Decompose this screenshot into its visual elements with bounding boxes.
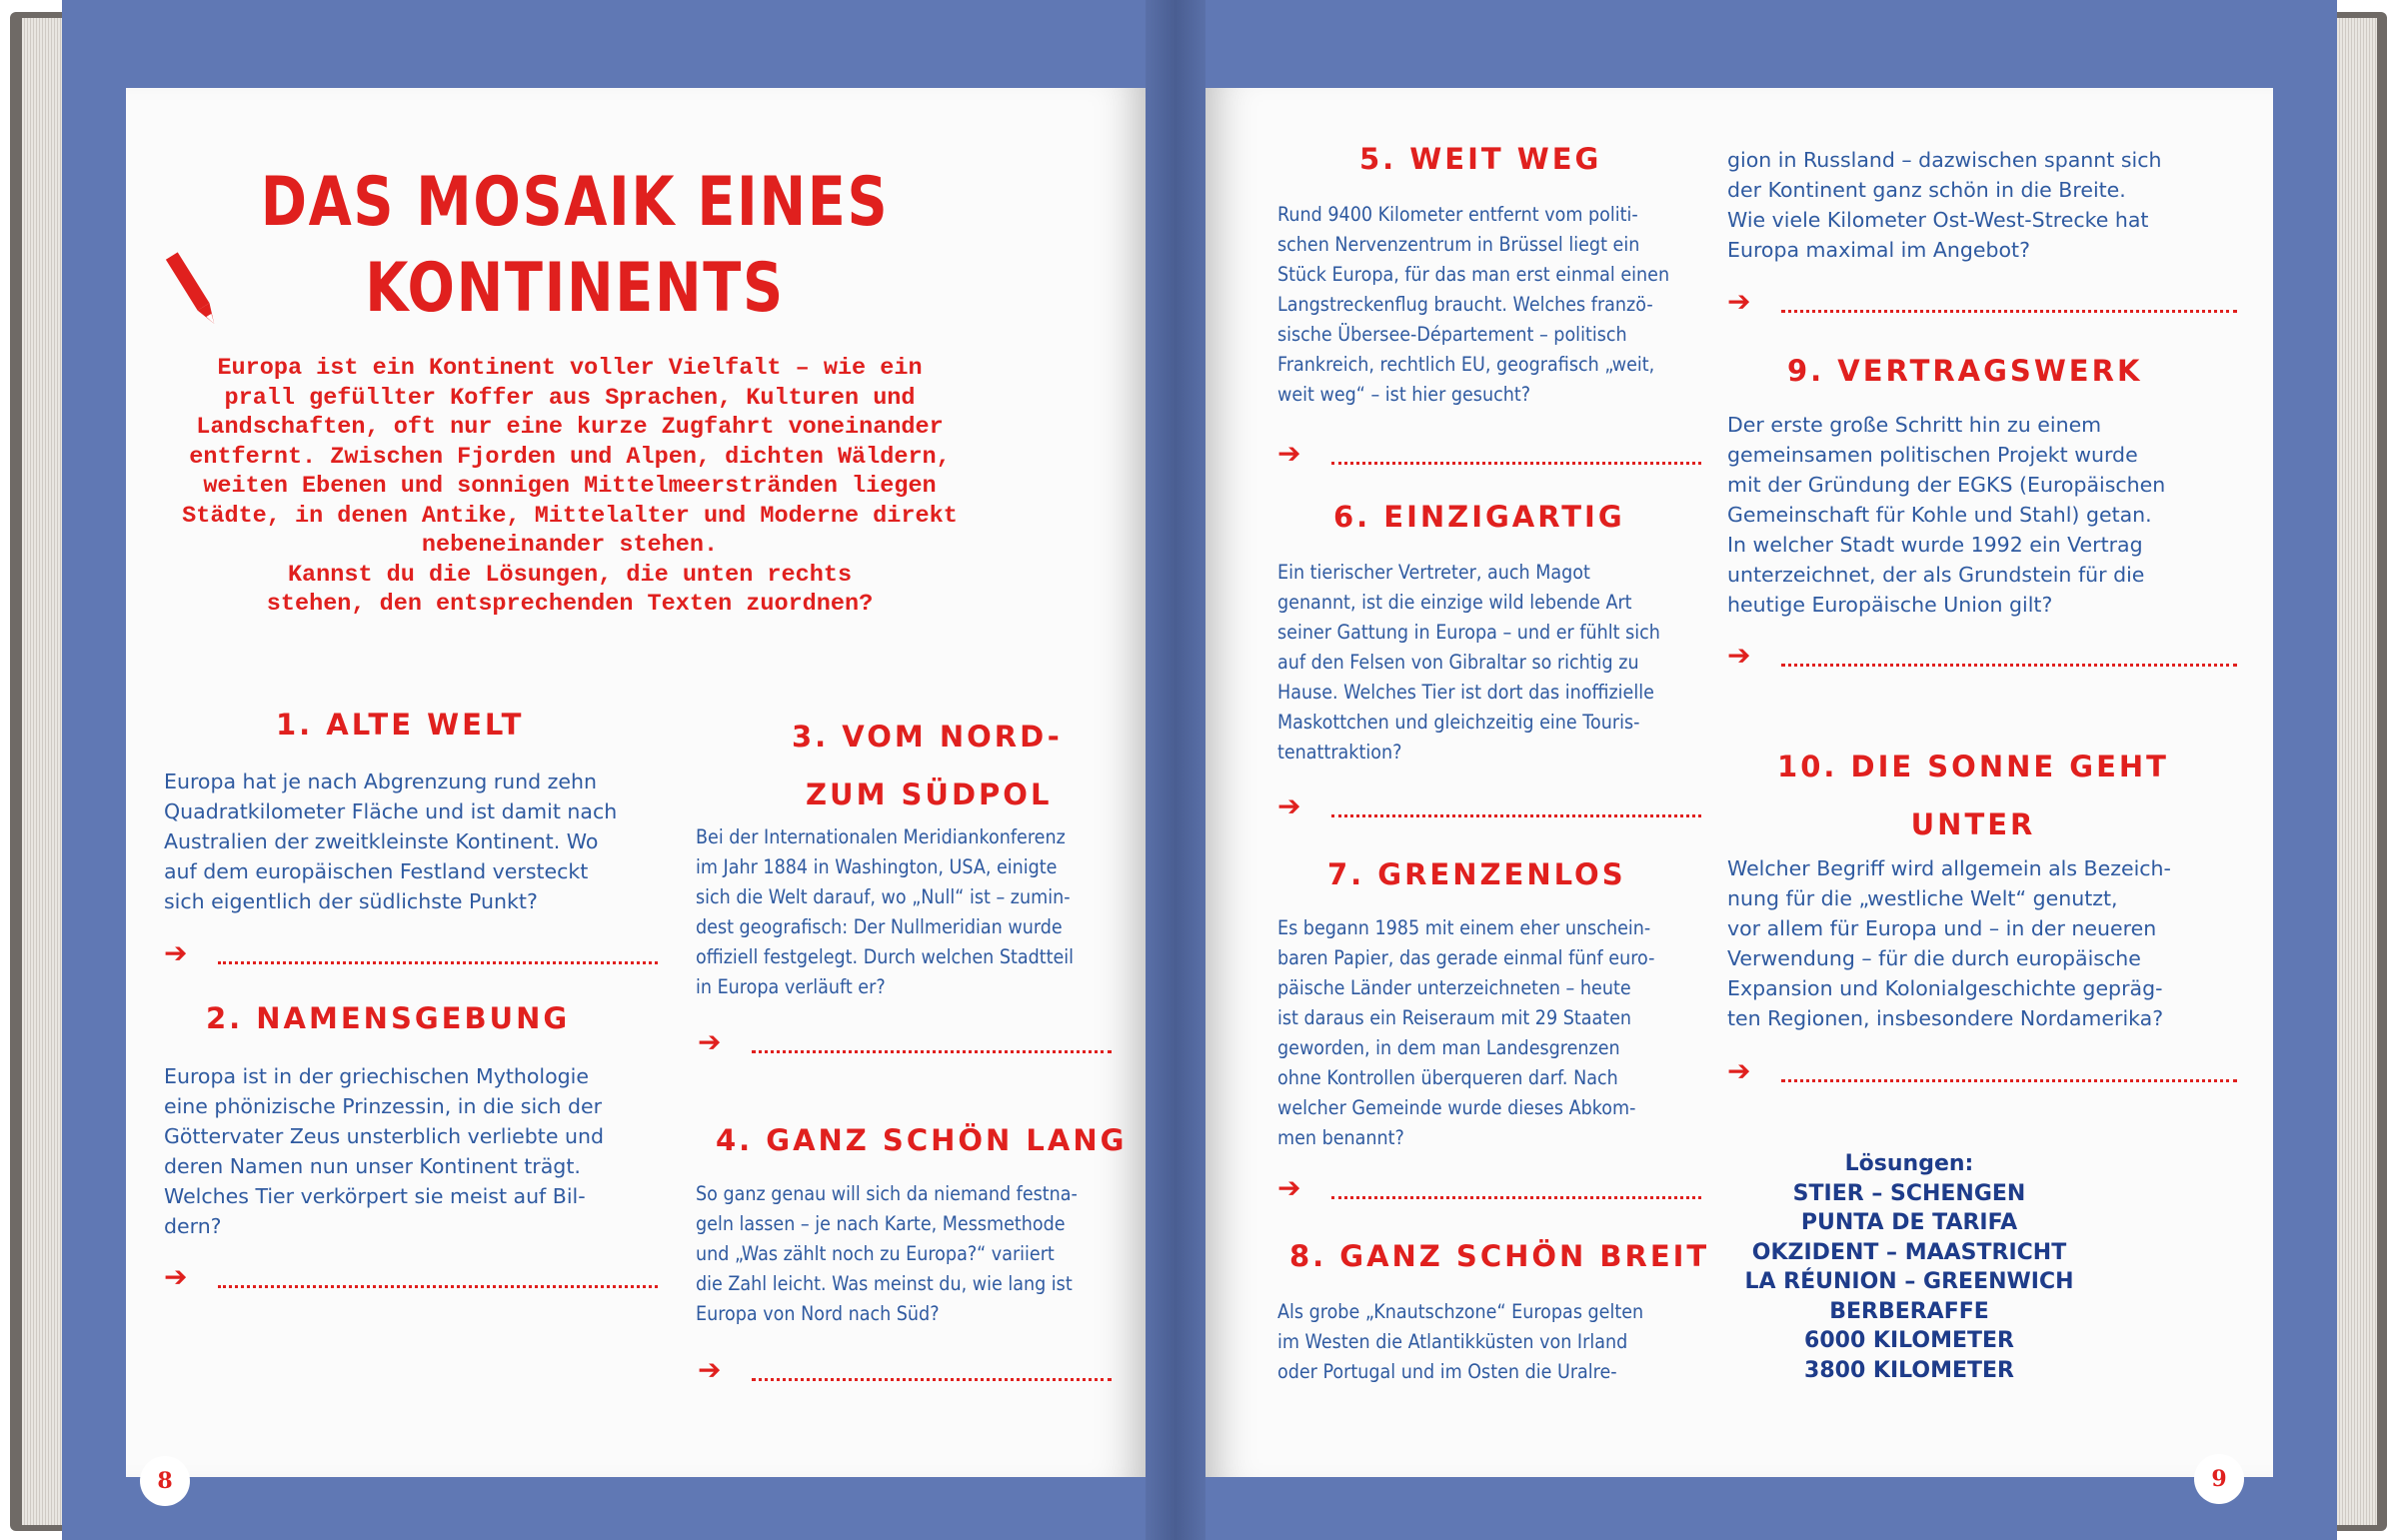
question-10-answer-line[interactable] xyxy=(1727,1054,2247,1087)
pencil-icon xyxy=(162,248,224,332)
book-gutter xyxy=(1146,0,1205,1540)
text-line: Verwendung – für die durch europäische xyxy=(1727,946,2141,970)
arrow-icon: ➔ xyxy=(164,936,188,969)
question-7-text xyxy=(1277,913,1727,1153)
text-line: seiner Gattung in Europa – und er fühlt sich xyxy=(1277,621,1660,644)
question-6-heading: 6. EINZIGARTIG xyxy=(1333,500,1625,534)
solution-line: LA RÉUNION – GREENWICH xyxy=(1744,1269,2074,1294)
heading-line: 10. DIE SONNE GEHT xyxy=(1777,750,2169,783)
text-line: Expansion und Kolonialgeschichte gepräg- xyxy=(1727,976,2163,1000)
text-line: weit weg“ – ist hier gesucht? xyxy=(1277,383,1531,406)
question-6-text xyxy=(1277,558,1727,768)
text-line: men benannt? xyxy=(1277,1126,1404,1149)
answer-dotted-line xyxy=(752,1378,1112,1381)
question-1-heading: 1. ALTE WELT xyxy=(276,708,525,742)
text-line: Quadratkilometer Fläche und ist damit nach xyxy=(164,799,618,823)
text-line: Europa von Nord nach Süd? xyxy=(696,1302,940,1325)
text-line: genannt, ist die einzige wild lebende Art xyxy=(1277,591,1632,614)
question-9-answer-line[interactable] xyxy=(1727,639,2247,672)
solution-line: BERBERAFFE xyxy=(1829,1298,1989,1324)
solutions-label: Lösungen: xyxy=(1844,1151,1974,1176)
text-line: Bei der Internationalen Meridiankonferenz xyxy=(696,825,1066,848)
answer-dotted-line xyxy=(1781,310,2237,313)
solution-line: PUNTA DE TARIFA xyxy=(1800,1210,2018,1235)
heading-line: ZUM SÜDPOL xyxy=(806,777,1053,811)
text-line: sich eigentlich der südlichste Punkt? xyxy=(164,889,538,913)
text-line: Gemeinschaft für Kohle und Stahl) getan. xyxy=(1727,503,2152,527)
arrow-icon: ➔ xyxy=(1277,789,1301,822)
arrow-icon: ➔ xyxy=(698,1025,722,1058)
text-line: Europa maximal im Angebot? xyxy=(1727,238,2030,262)
text-line: Stück Europa, für das man erst einmal einen xyxy=(1277,263,1670,286)
text-line: So ganz genau will sich da niemand festna- xyxy=(696,1182,1078,1205)
text-line: tenattraktion? xyxy=(1277,741,1402,764)
question-8-answer-line[interactable] xyxy=(1727,285,2247,318)
text-line: im Westen die Atlantikküsten von Irland xyxy=(1277,1330,1628,1353)
answer-dotted-line xyxy=(1781,664,2237,667)
question-9-text xyxy=(1727,410,2247,620)
question-2-answer-line[interactable] xyxy=(164,1260,664,1293)
text-line: gemeinsamen politischen Projekt wurde xyxy=(1727,443,2138,467)
text-line: Langstreckenflug braucht. Welches franzö- xyxy=(1277,293,1653,316)
text-line: In welcher Stadt wurde 1992 ein Vertrag xyxy=(1727,533,2143,557)
text-line: sische Übersee-Département – politisch xyxy=(1277,323,1627,346)
intro-line: Kannst du die Lösungen, die unten rechts xyxy=(287,561,853,589)
question-7-answer-line[interactable] xyxy=(1277,1171,1697,1204)
title-line: DAS MOSAIK EINES xyxy=(260,163,890,242)
text-line: welcher Gemeinde wurde dieses Abkom- xyxy=(1277,1096,1636,1119)
text-line: schen Nervenzentrum in Brüssel liegt ein xyxy=(1277,233,1640,256)
question-2-heading: 2. NAMENSGEBUNG xyxy=(206,1001,571,1035)
text-line: Welcher Begriff wird allgemein als Bezeich- xyxy=(1727,856,2171,880)
text-line: päische Länder unterzeichneten – heute xyxy=(1277,976,1631,999)
text-line: geworden, in dem man Landesgrenzen xyxy=(1277,1036,1620,1059)
answer-dotted-line xyxy=(218,961,658,964)
page-number-left: 8 xyxy=(140,1456,190,1506)
text-line: Welches Tier verkörpert sie meist auf Bil- xyxy=(164,1184,586,1208)
answer-dotted-line xyxy=(1331,1196,1701,1199)
text-line: ohne Kontrollen überqueren darf. Nach xyxy=(1277,1066,1618,1089)
text-line: Göttervater Zeus unsterblich verliebte und xyxy=(164,1124,604,1148)
question-8-text xyxy=(1277,1297,1727,1387)
text-line: dern? xyxy=(164,1214,222,1238)
question-1-text xyxy=(164,767,684,916)
text-line: Europa hat je nach Abgrenzung rund zehn xyxy=(164,770,598,793)
text-line: vor allem für Europa und – in der neueren xyxy=(1727,916,2157,940)
text-line: Der erste große Schritt hin zu einem xyxy=(1727,413,2102,437)
text-line: Wie viele Kilometer Ost-West-Strecke hat xyxy=(1727,208,2149,232)
solution-line: OKZIDENT – MAASTRICHT xyxy=(1751,1239,2067,1265)
text-line: dest geografisch: Der Nullmeridian wurde xyxy=(696,915,1063,938)
text-line: ten Regionen, insbesondere Nordamerika? xyxy=(1727,1006,2164,1030)
text-line: Hause. Welches Tier ist dort das inoffizielle xyxy=(1277,681,1654,704)
text-line: mit der Gründung der EGKS (Europäischen xyxy=(1727,473,2166,497)
solution-line: 6000 KILOMETER xyxy=(1804,1328,2014,1353)
text-line: Europa ist in der griechischen Mythologie xyxy=(164,1064,589,1088)
text-line: eine phönizische Prinzessin, in die sich der xyxy=(164,1094,603,1118)
arrow-icon: ➔ xyxy=(1727,639,1751,672)
answer-dotted-line xyxy=(1331,814,1701,817)
question-8-text-continued xyxy=(1727,145,2247,265)
arrow-icon: ➔ xyxy=(1277,1171,1301,1204)
solution-line: 3800 KILOMETER xyxy=(1804,1357,2014,1383)
answer-dotted-line xyxy=(1331,462,1701,465)
intro-line: prall gefüllter Koffer aus Sprachen, Kulturen und xyxy=(224,384,916,412)
arrow-icon: ➔ xyxy=(1727,285,1751,318)
text-line: oder Portugal und im Osten die Uralre- xyxy=(1277,1360,1617,1383)
text-line: Maskottchen und gleichzeitig eine Touris- xyxy=(1277,711,1640,734)
text-line: Frankreich, rechtlich EU, geografisch „weit, xyxy=(1277,353,1655,376)
question-5-heading: 5. WEIT WEG xyxy=(1359,142,1602,176)
heading-line: UNTER xyxy=(1910,807,2036,841)
text-line: Ein tierischer Vertreter, auch Magot xyxy=(1277,561,1590,584)
question-4-text xyxy=(696,1179,1146,1329)
heading-line: 3. VOM NORD- xyxy=(792,720,1063,754)
question-4-answer-line[interactable] xyxy=(698,1353,1118,1386)
answer-dotted-line xyxy=(218,1285,658,1288)
question-8-heading: 8. GANZ SCHÖN BREIT xyxy=(1289,1239,1710,1273)
question-7-heading: 7. GRENZENLOS xyxy=(1327,857,1626,891)
text-line: und „Was zählt noch zu Europa?“ variiert xyxy=(696,1242,1055,1265)
question-3-answer-line[interactable] xyxy=(698,1025,1118,1058)
question-1-answer-line[interactable] xyxy=(164,936,664,969)
text-line: baren Papier, das gerade einmal fünf euro- xyxy=(1277,946,1655,969)
intro-line: nebeneinander stehen. xyxy=(421,532,719,559)
text-line: nung für die „westliche Welt“ genutzt, xyxy=(1727,886,2118,910)
intro-line: weiten Ebenen und sonnigen Mittelmeerstränden liegen xyxy=(203,473,937,500)
question-2-text xyxy=(164,1061,684,1241)
question-4-heading: 4. GANZ SCHÖN LANG xyxy=(716,1123,1128,1157)
page-number-right: 9 xyxy=(2194,1454,2244,1504)
arrow-icon: ➔ xyxy=(698,1353,722,1386)
answer-dotted-line xyxy=(1781,1079,2237,1082)
question-9-heading: 9. VERTRAGSWERK xyxy=(1787,354,2143,388)
arrow-icon: ➔ xyxy=(1277,437,1301,470)
question-5-text xyxy=(1277,200,1727,410)
text-line: unterzeichnet, der als Grundstein für die xyxy=(1727,563,2145,587)
intro-line: Landschaften, oft nur eine kurze Zugfahrt voneinander xyxy=(196,414,944,441)
text-line: Rund 9400 Kilometer entfernt vom politi- xyxy=(1277,203,1638,226)
text-line: die Zahl leicht. Was meinst du, wie lang ist xyxy=(696,1272,1073,1295)
solutions-box xyxy=(1729,1149,2089,1385)
intro-line: Europa ist ein Kontinent voller Vielfalt – wie ein xyxy=(217,355,923,382)
question-10-text xyxy=(1727,853,2257,1033)
question-6-answer-line[interactable] xyxy=(1277,789,1697,822)
text-line: in Europa verläuft er? xyxy=(696,975,886,998)
question-5-answer-line[interactable] xyxy=(1277,437,1697,470)
answer-dotted-line xyxy=(752,1050,1112,1053)
text-line: ist daraus ein Reiseraum mit 29 Staaten xyxy=(1277,1006,1632,1029)
question-10-heading xyxy=(1763,738,2183,853)
intro-line: Städte, in denen Antike, Mittelalter und Moderne direkt xyxy=(182,502,958,530)
question-3-heading xyxy=(792,708,1063,823)
text-line: sich die Welt darauf, wo „Null“ ist – zumin- xyxy=(696,885,1071,908)
text-line: offiziell festgelegt. Durch welchen Stadtteil xyxy=(696,945,1075,968)
arrow-icon: ➔ xyxy=(164,1260,188,1293)
text-line: auf dem europäischen Festland versteckt xyxy=(164,859,589,883)
intro-line: stehen, den entsprechenden Texten zuordnen? xyxy=(266,591,874,618)
question-3-text xyxy=(696,822,1146,1002)
text-line: im Jahr 1884 in Washington, USA, einigte xyxy=(696,855,1058,878)
solution-line: STIER – SCHENGEN xyxy=(1792,1180,2026,1206)
text-line: heutige Europäische Union gilt? xyxy=(1727,593,2053,617)
page-title xyxy=(259,160,890,332)
arrow-icon: ➔ xyxy=(1727,1054,1751,1087)
text-line: Australien der zweitkleinste Kontinent. Wo xyxy=(164,829,599,853)
intro-text xyxy=(160,354,980,620)
text-line: Es begann 1985 mit einem eher unschein- xyxy=(1277,916,1651,939)
text-line: geln lassen – je nach Karte, Messmethode xyxy=(696,1212,1066,1235)
text-line: auf den Felsen von Gibraltar so richtig zu xyxy=(1277,651,1639,674)
text-line: der Kontinent ganz schön in die Breite. xyxy=(1727,178,2126,202)
text-line: Als grobe „Knautschzone“ Europas gelten xyxy=(1277,1300,1644,1323)
title-line: KONTINENTS xyxy=(365,249,785,328)
text-line: gion in Russland – dazwischen spannt sich xyxy=(1727,148,2162,172)
intro-line: entfernt. Zwischen Fjorden und Alpen, dichten Wäldern, xyxy=(189,443,951,471)
text-line: deren Namen nun unser Kontinent trägt. xyxy=(164,1154,581,1178)
